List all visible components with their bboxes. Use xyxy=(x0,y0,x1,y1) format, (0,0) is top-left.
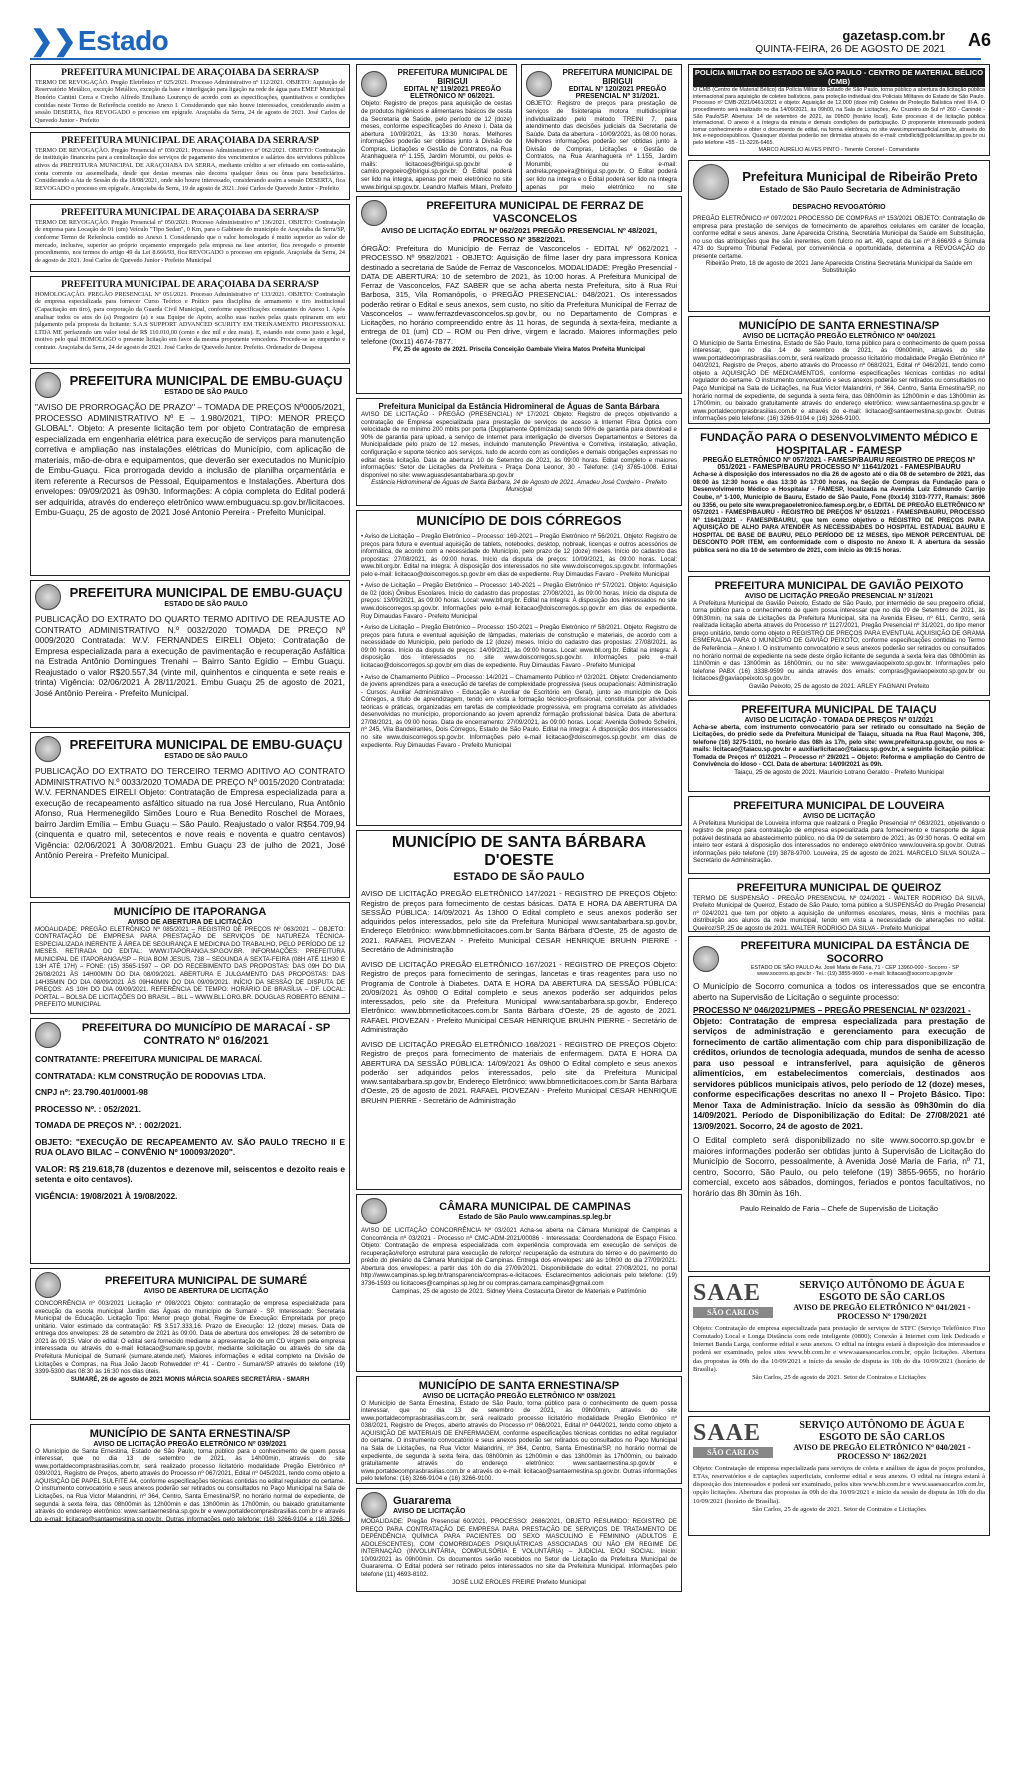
municipal-seal-icon xyxy=(35,372,61,398)
notice-saae-2: SAAE SÃO CARLOS SERVIÇO AUTÔNOMO DE ÁGUA E ESGOTO DE SÃO CARLOS AVISO DE PREGÃO ELETRÔNICO Nº 040/2021 - PROCESSO Nº 1862/2021 Objeto: Contratação de empresa especializada para serviços de coleta e análises de água de poços profundos, ETAs, reservatórios e de captações superficiais, conforme edital e seus anexos. O edital na íntegra estará à disposição dos interessados e poderá ser examinado, pelos sites www.bb.com.br e www.saaesaocarlos.com.br, opção licitações. Abertura das propostas às 09h do dia 10/09/2021 e início da sessão de disputa às 10h do dia 10/09/2021 (horário de Brasília). São Carlos, 25 de agosto de 2021. Setor de Contratos e Licitações xyxy=(688,1416,990,1536)
notice-policia-militar: POLÍCIA MILITAR DO ESTADO DE SÃO PAULO - CENTRO DE MATERIAL BÉLICO (CMB) O CMB (Centro de Material Bélico) da Polícia Militar do Estado de São Paulo, torna público a abertura da licitação pública internacional para aquisição de coletes balísticos, para proteção individual dos Policiais Militares do Estado de São Paulo. Processo nº CMB-2021/0461/2021 e objeto: Aquisição de 12.000 (doze mil) Coletes de Proteção Balística nível III-A. O procedimento será realizado no dia 14/09/2021, às 09h00, na Sala de Licitações, Av. Cruzeiro do Sul nº 260 - Canindé - São Paulo/SP. Abertura: 14 de setembro de 2021, às 09h00 (horário local). Este processo é de licitação pública internacional. O anexo é a íntegra da minuta e demais condições de participação. O proponente interessado poderá tomar conhecimento e obter o documento de edital, na forma eletrônica, no site www.imprensaoficial.com.br, através do link e-negociospublicos. Quaisquer dúvidas poderão ser dirimidas através do e-mail: cmbdlicit@policiamilitar.sp.gov.br ou pelo telefone +55 - 11-3226-6465. MARCO AURÉLIO ALVES PINTO - Tenente Coronel - Comandante xyxy=(688,64,990,156)
notice-santa-ernestina-2: MUNICÍPIO DE SANTA ERNESTINA/SP AVISO DE LICITAÇÃO PREGÃO ELETRÔNICO Nº 038/2021 O Município de Santa Ernestina, Estado de São Paulo, torna público para o conhecimento de quem possa interessar, que no dia 13 de setembro de 2021, às 09h00min, através do site www.portaldecomprasbrasilias.com.br, será realizado processo licitatório modalidade Pregão Eletrônico nº 038/2021, Registro de Preços, aberto através do Processo nº 066/2021, Edital nº 044/2021, tendo como objeto a AQUISIÇÃO DE MATERIAIS DE ENFERMAGEM, conforme especificações técnicas contidas no edital regulador do certame. O instrumento convocatório e seus anexos poderão ser retirados ou consultados no Paço Municipal na Sala de Licitações, na Rua Victor Malandrini, nº 364, Centro, Santa Ernestina/SP, no horário normal de expediente, de segunda à sexta feira, das 08h00min às 12h00min e das 13h00min às 17h00min, ou baixado gratuitamente através do endereço eletrônico: www.santaernestina.sp.gov.br e www.portaldecomprasbrasilias.com.br e através do e-mail: licitacao@santaernestina.sp.gov.br. Outras informações pelo telefone: (16) 3266-9104 e (16) 3266-9100. xyxy=(356,1376,682,1484)
notice-embu-2: PREFEITURA MUNICIPAL DE EMBU-GUAÇU ESTADO DE SÃO PAULO PUBLICAÇÃO DO EXTRATO DO QUARTO TERMO ADITIVO DE REAJUSTE AO CONTRATO ADMINISTRATIVO N.º 0032/2020 TOMADA DE PREÇO Nº 0009/2020 Contratada: W.V. FERNANDES EIRELI Objeto: Contratação de Empresa especializada para a execução de pavimentação e recuperação Asfáltica na Estrada Antônio Domingues Trenahi – Bairro Santo Egídio – Embu Guaçu. Reajustado o valor R$20.557,34 (vinte mil, quinhentos e cinquenta e sete reais e trinta) Vigência: 02/06/2021 À 28/11/2021. Embu Guaçu 25 de agosto de 2021, José Antônio Pereira - Prefeito Municipal. xyxy=(30,580,350,728)
notice-aracoiaba-4: PREFEITURA MUNICIPAL DE ARAÇOIABA DA SERRA/SP HOMOLOGAÇÃO. PREGÃO PRESENCIAL Nº 051/2021. Processo Administrativo nº 133/2021. OBJETO: Contratação de empresa especializada para fornecer Curso Teórico e Prático para disciplina de armamento e tiro institucional (Capacitação em tiro), para corporação da Guarda Civil Municipal, conforme especificações constantes do Anexo I. Após analisar todos os atos do (a) Pregoeiro (a) e sua Equipe de Apoio, acolho suas razões pelas quais opinaram em seu julgamento pela proposta da licitante: S.A.S SUPPORT ADVANCED SCURITY EM TREINAMENTO PROFISSIONAL LTDA ME perfazendo um valor total de R$ 110.010,00 (cento e dez mil e dez reais). E, estando este como justo e legal, motivo pelo qual HOMOLOGO o presente licitação em favor da mesma proponente vencedora. Procede-se ao empenho e contrato. Araçoiaba da Serra, 24 de agosto de 2021. José Carlos de Quevedo Junior. Prefeito. Ordenador de Despesa xyxy=(30,276,350,364)
notice-santa-ernestina-1: MUNICÍPIO DE SANTA ERNESTINA/SP AVISO DE LICITAÇÃO PREGÃO ELETRÔNICO Nº 039/2021 O Município de Santa Ernestina, Estado de São Paulo, torna público para o conhecimento de quem possa interessar, que no dia 13 de setembro de 2021, às 14h00min, através do site www.portaldecomprasbrasilias.com.br, será realizado processo licitatório modalidade Pregão Eletrônico nº 039/2021, Registro de Preços, aberto através do Processo nº 067/2021, Edital nº 045/2021, tendo como objeto a AQUISIÇÃO DE PAPEL SULFITE A4, conforme especificações técnicas contidas no edital regulador do certame. O instrumento convocatório e seus anexos poderão ser retirados ou consultados no Paço Municipal na Sala de Licitações, na Rua Victor Malandrini, nº 364, Centro, Santa Ernestina/SP, no horário normal de expediente, de segunda à sexta feira, das 08h00min às 12h00min e das 13h00min às 17h00min, ou baixado gratuitamente através do endereço eletrônico: www.santaernestina.sp.gov.br e www.portaldecomprasbrasilias.com.br e através do e-mail: licitacao@santaernestina.sp.gov.br. Outras informações pelo telefone: (16) 3266-9104 e (16) 3266- xyxy=(30,1424,350,1522)
saae-logo: SAAE SÃO CARLOS xyxy=(693,1420,773,1458)
page-number: A6 xyxy=(967,30,991,50)
notice-taiacu: PREFEITURA MUNICIPAL DE TAIAÇU AVISO DE LICITAÇÃO - TOMADA DE PREÇOS Nº 01/2021 Acha-se aberta, com instrumento convocatório para ser retirado ou consultado na Seção de Licitações, do prédio sede da Prefeitura Municipal de Taiaçu, situada na Rua Raul Maçone, 306, telefone (16) 3275-1101, no horário das 08h às 17h, pelo site: www.prefeitura.sp.gov.br, ou nos e-mails: licitacao@taiacu.sp.gov.br e auxiliarlicitacao@taiacu.sp.gov.br, a seguinte licitação pública: Tomada de Preços nº 01/2021 – Processo nº 29/2021 – Objeto: Reforma e ampliação do Centro de Convivência do Idoso - CCI. Data de abertura: 14/09/2021 às 09h. Taiaçu, 25 de agosto de 2021. Maurício Lotrano Geraldo - Prefeito Municipal xyxy=(688,700,990,792)
notice-queiroz: PREFEITURA MUNICIPAL DE QUEIROZ TERMO DE SUSPENSÃO - PREGÃO PRESENCIAL Nº 024/2021 - WALTER RODRIGO DA SILVA, Prefeito Municipal de Queiroz, Estado de São Paulo, torna público a SUSPENSÃO do Pregão Presencial nº 024/2021 que tem por objeto a aquisição de uniformes escolares, meias, tênis e mochilas para distribuição aos alunos da rede municipal, tendo em vista a necessidade de alterações no edital. Queiroz/SP, 25 de agosto de 2021. WALTER RODRIGO DA SILVA - Prefeito Municipal xyxy=(688,878,990,932)
section-title: ❯❯Estado xyxy=(30,25,169,56)
arrows-icon: ❯❯ xyxy=(30,25,76,56)
notice-maracai: PREFEITURA DO MUNICÍPIO DE MARACAÍ - SP CONTRATO Nº 016/2021 CONTRATANTE: PREFEITURA MUNICIPAL DE MARACAÍ. CONTRATADA: KLM CONSTRUÇÃO DE RODOVIAS LTDA. CNPJ nº: 23.790.401/0001-98 PROCESSO Nº. : 052/2021. TOMADA DE PREÇOS Nº. : 002/2021. OBJETO: "EXECUÇÃO DE RECAPEAMENTO AV. SÃO PAULO TRECHO II E RUA OLAVO BILAC – CONVÊNIO Nº 100093/2020". VALOR: R$ 219.618,78 (duzentos e dezenove mil, seiscentos e dezoito reais e setenta e oito centavos). VIGÊNCIA: 19/08/2021 À 19/08/2022. xyxy=(30,1018,350,1264)
municipal-seal-icon xyxy=(361,1492,387,1518)
notice-ribeirao-preto: Prefeitura Municipal de Ribeirão Preto Estado de São Paulo Secretaria de Administração DESPACHO REVOGATÓRIO PREGÃO ELETRÔNICO nº 097/2021 PROCESSO DE COMPRAS nº 153/2021 OBJETO: Contratação de empresa para prestação de serviços de fornecimento de aparelhos celulares em caráter de locação, conforme edital e seus anexos. Jane Aparecida Cristina, Secretária Municipal da Saúde em Substituição, no uso das atribuições que lhe são inerentes, com fulcro no art. 49, caput da Lei nº 8.666/93 e Súmula 473 do Supremo Tribunal Federal, por conveniência e oportunidade, determina a REVOGAÇÃO do presente certame. Ribeirão Preto, 18 de agosto de 2021 Jane Aparecida Cristina Secretária Municipal da Saúde em Substituição xyxy=(688,160,990,312)
notice-dois-corregos: MUNICÍPIO DE DOIS CÓRREGOS • Aviso de Licitação – Pregão Eletrônico – Processo: 169-2021 – Pregão Eletrônico nº 56/2021. Objeto: Registro de preços para futura e eventual aquisição de tablets, notebooks, desktop, nobreak, licenças e outros acessórios de informática, de acordo com a necessidade do Município, pelo prazo de 12 (doze) meses. Início do cadastro das propostas: 27/08/2021, às 09:00 horas. Início da disputa de preços: 10/09/2021, às 09:00 horas. Local: www.bll.org.br. Edital na íntegra: À disposição dos interessados no site www.doiscorregos.sp.gov.br. Informações pelo e-mail: licitacao@doiscorregos.sp.gov.br em dias de expediente. Ruy Dimaudas Favaro - Prefeito Municipal • Aviso de Licitação – Pregão Eletrônico – Processo: 140-2021 – Pregão Eletrônico nº 57/2021. Objeto: Aquisição de 02 (dois) Ônibus Escolares. Início do cadastro das propostas: 27/08/2021, às 09:00 horas. Início da disputa de preços: 13/09/2021, às 09:00 horas. Local: www.bll.org.br. Edital na íntegra: À disposição dos interessados no site www.doiscorregos.sp.gov.br. Informações pelo e-mail licitacao@doiscorregos.sp.gov.br em dias de expediente. Ruy Dimaudas Favaro - Prefeito Municipal • Aviso de Licitação – Pregão Eletrônico – Processo: 150-2021 – Pregão Eletrônico nº 58/2021. Objeto: Registro de preços para futura e eventual aquisição de lâmpadas, materiais de construção e materiais, de acordo com a necessidade do Município, pelo período de 12 (doze) meses. Início do cadastro das propostas: 27/08/2021, às 09:00 horas. Início da disputa de preços: 14/09/2021, às 09:00 horas. Local: www.bll.org.br. Edital na íntegra: À disposição dos interessados no site www.doiscorregos.sp.gov.br. Informações pelo e-mail licitacao@doiscorregos.sp.gov.br em dias de expediente. Ruy Dimaudas Favaro - Prefeito Municipal • Aviso de Chamamento Público – Processo: 14/2021 – Chamamento Público nº 02/2021. Objeto: Credenciamento de jovens aprendizes para a execução de tarefas de complexidade progressiva (seus ocupacionais: Administração - Cursos: Auxiliar Administrativo - Educação e Auxiliar de Escritório em Geral), junto ao município de Dois Córregos, a título de aprendizagem, tendo em vista a formação técnico-profissional, constituída por atividades teóricas e práticas, organizadas em tarefas de complexidade progressiva, em programa correlato às atividades desenvolvidas no município, proporcionando ao jovem aprendiz formação profissional básica. Data de abertura: 27/08/2021, às 09:00 horas. Data de encerramento: 27/09/2021, às 09:00 horas. Local: Avenida Gofredo Schelini, nº 245, Vila Bandeirantes, Dois Córregos, Estado de São Paulo. Edital na íntegra: À disposição dos interessados no site www.doiscorregos.sp.gov.br. Informações pelo e-mail licitacao@doiscorregos.sp.gov.br em dias de expediente. Ruy Dimaudas Favaro - Prefeito Municipal xyxy=(356,510,682,826)
notice-embu-3: PREFEITURA MUNICIPAL DE EMBU-GUAÇU ESTADO DE SÃO PAULO PUBLICAÇÃO DO EXTRATO DO TERCEIRO TERMO ADITIVO AO CONTRATO ADMINISTRATIVO N.º 0033/2020 TOMADA DE PREÇO Nº 0015/2020 Contratada: W.V. FERNANDES EIRELI Objeto: Contratação de Empresa especializada para a execução de recapeamento asfáltico situado na rua José Herculano, Rua Antônio Afonso, Rua Hermenegildo Simões Louro e Rua Benedito Roschel de Moraes, bairro Jardim Emília – Embu Guaçu – São Paulo. Reajustado o valor R$54.709,94 (cinquenta e quatro mil, setecentos e nove reais e noventa e quatro centavos) Vigência: 02/06/2021 À 30/08/2021. Embu Guaçu 23 de julho de 2021, José Antônio Pereira - Prefeito Municipal. xyxy=(30,732,350,898)
notice-socorro: PREFEITURA MUNICIPAL DA ESTÂNCIA DE SOCORRO ESTADO DE SÃO PAULO Av. José Maria de Faria, 71 - CEP 13960-000 - Socorro - SP www.socorro.sp.gov.br - Tel.: (19) 3855-9600 - e-mail: licitacao@socorro.sp.gov.br O Município de Socorro comunica a todos os interessados que se encontra aberto na Supervisão de Licitação o seguinte processo: PROCESSO Nº 046/2021/PMES – PREGÃO PRESENCIAL Nº 023/2021 - Objeto: Contratação de empresa especializada para prestação de serviços de administração e gerenciamento para execução de fornecimento de cartão alimentação com chip para disponibilização de créditos, oriundos de tecnologia adequada, mundos de senha de acesso para uso pessoal e intransferível, para aquisição de gêneros alimentícios, em estabelecimentos comerciais, destinados aos servidores públicos municipais ativos, pelo período de 12 (doze) meses, conforme especificações descritas no anexo II – Projeto Básico. Tipo: Menor Taxa de Administração. Início da sessão às 09h30min do dia 14/09/2021. Período de Disponibilização do Edital: De 27/08/2021 até 13/09/2021. Socorro, 24 de agosto de 2021. O Edital completo será disponibilizado no site www.socorro.sp.gov.br e maiores informações poderão ser obtidas junto à Supervisão de Licitação do Município de Socorro, pessoalmente, à Avenida José Maria de Faria, nº 71, centro, Socorro, São Paulo, ou pelo telefone (19) 3855-9655, no horário comercial, exceto aos sábados, domingos, feriados e pontos facultativos, no horário das 8h 30min às 16h. Paulo Reinaldo de Faria – Chefe de Supervisão de Licitação xyxy=(688,936,990,1272)
notice-camara-campinas: CÂMARA MUNICIPAL DE CAMPINAS Estado de São Paulo www.campinas.sp.leg.br AVISO DE LICITAÇÃO CONCORRÊNCIA Nº 03/2021 Acha-se aberta na Câmara Municipal de Campinas a Concorrência nº 03/2021 - Processo nº CMC-ADM-2021/00086 - Interessada: Coordenadoria de Espaço Físico. Objeto: Contratação de empresa especializada com experiência comprovada em execução de serviços de recuperação/reforço estrutural para execução de reforço/ recuperação da estrutura do térreo e do pavimento do prédio do plenário da Câmara Municipal de Campinas. Entrega dos envelopes: até às 10h00 do dia 27/09/2021. Abertura dos envelopes: a partir das 10h do dia 27/09/2021. Disponibilidade do edital: 27/08/2021, no portal http://www.campinas.sp.leg.br/transparencia/compras-e-licitacoes. Esclarecimentos adicionais pelo telefone: (19) 3736-1593 ou licitacoes@campinas.sp.leg.br ou compras.camara.campinas@gmail.com Campinas, 25 de agosto de 2021. Sidney Vieira Costacurta Diretor de Materiais e Patrimônio xyxy=(356,1194,682,1372)
column-1 xyxy=(30,64,350,1526)
notice-birigui-2: PREFEITURA MUNICIPAL DE BIRIGUI EDITAL Nº 120/2021 PREGÃO PRESENCIAL Nº 31/2021. OBJETO: Registro de preços para prestação de serviços de fisioterapia motora multidisciplinar individualizado pelo método TREINI 7, para atendimento das decisões judiciais da Secretaria de Saúde. Data da abertura - 10/09/2021, às 08:00 horas. Melhores informações poderão ser obtidas junto à Divisão de Compras, Licitações e Gestão de Contratos, na Rua Aranhaguera nº 1.155, Jardim Morumbi, ou e-mail: andrela.pregoeira@birigui.sp.gov.br. O Edital poderá ser lido na íntegra e o Edital poderá ser lido na íntegra apenas por meio eletrônico no site xyxy=(521,64,682,192)
notice-birigui-1: PREFEITURA MUNICIPAL DE BIRIGUI EDITAL Nº 119/2021 PREGÃO ELETRÔNICO Nº 06/2021. Objeto: Registro de preços para aquisição de cestas de produtos higiênicos e alimentares básicos de cesta da Secretaria de Saúde, pelo período de 12 (doze) meses, conforme especificações do Anexo I. Data da abertura 10/09/2021, às 13:30 horas. Melhores informações poderão ser obtidas junto à Divisão de Compras, Licitações e Gestão de Contratos, na Rua Aranhaguera nº 1.155, Jardim Morumbi, ou pelos e-mails: licitacoes@birigui.sp.gov.br e camilo.pregoeiro@birigui.sp.gov.br. O Edital poderá ser lido na íntegra, apenas por meio eletrônico no site www.birigui.sp.gov.br. Leandro Maffeis Milani, Prefeito xyxy=(356,64,517,192)
notice-saae-1: SAAE SÃO CARLOS SERVIÇO AUTÔNOMO DE ÁGUA E ESGOTO DE SÃO CARLOS AVISO DE PREGÃO ELETRÔNICO Nº 041/2021 - PROCESSO Nº 1790/2021 Objeto: Contratação de empresa especializada para prestação de serviços de STFC (Serviço Telefônico Fixo Comutado) Local e Longa Distância com rede inteligente (0800); Conexão à Internet com link Dedicado e Internet Banda Larga, conforme edital e seus anexos. O edital na íntegra estará à disposição dos interessados e poderá ser examinado, pelos sites www.bb.com.br e www.saaesaocarlos.com.br, opção licitações. Abertura das propostas às 09h do dia 10/09/2021 e início da sessão de disputa às 10h do dia 10/09/2021 (horário de Brasília). São Carlos, 25 de agosto de 2021. Setor de Contratos e Licitações xyxy=(688,1276,990,1412)
dateline: QUINTA-FEIRA, 26 DE AGOSTO DE 2021 xyxy=(755,44,945,55)
notice-famesp: FUNDAÇÃO PARA O DESENVOLVIMENTO MÉDICO E HOSPITALAR - FAMESP PREGÃO ELETRÔNICO Nº 057/2021 - FAMESP/BAURU REGISTRO DE PREÇOS Nº 051/2021 - FAMESP/BAURU PROCESSO Nº 11641/2021 - FAMESP/BAURU Acha-se à disposição dos interessados no dia 26 de agosto até o dia 08 de setembro de 2021, das 08:00 às 12:30 horas e das 13:30 às 17:00 horas, na Seção de Compras da Fundação para o Desenvolvimento Médico e Hospitalar - FAMESP, localizada na Avenida Luiz Edmundo Carrijo Coube, nº 1-100, Município de Bauru, Estado de São Paulo, Fone (0xx14) 3103-7777, Ramais: 3606 ou 3356, ou pelo site www.pregaoeletronico.famesp.org.br, o EDITAL DE PREGÃO ELETRÔNICO Nº 057/2021 - FAMESP/BAURU - REGISTRO DE PREÇOS Nº 051/2021 - FAMESP/BAURU, PROCESSO Nº 11641/2021 - FAMESP/BAURU, que tem como objetivo o REGISTRO DE PREÇOS PARA AQUISIÇÃO DE ALHO PARA ATENDER AS NECESSIDADES DO HOSPITAL ESTADUAL BAURU E HOSPITAL DE BASE DE BAURU, PELO PERÍODO DE 12 MESES, tipo MENOR PERCENTUAL DE DESCONTO POR ITEM, em conformidade com o disposto no Anexo II. A abertura da sessão pública será no dia 10 de setembro de 2021, com início às 09:15 horas. xyxy=(688,428,990,572)
notice-santa-barbara-doeste: MUNICÍPIO DE SANTA BÁRBARA D'OESTE ESTADO DE SÃO PAULO AVISO DE LICITAÇÃO PREGÃO ELETRÔNICO 147/2021 - REGISTRO DE PREÇOS Objeto: Registro de preços para fornecimento de cestas básicas. DATA E HORA DA ABERTURA DA SESSÃO PÚBLICA: 14/09/2021 Às 13h00 O Edital completo e seus anexos poderão ser adquiridos pelos interessados, pelo site da Prefeitura Municipal www.santabarbara.sp.gov.br, Endereço Eletrônico: www.bbmnetlicitacoes.com.br Santa Bárbara d'Oeste, 25 de agosto de 2021. RAFAEL PIOVEZAN - Prefeito Municipal CESAR HENRIQUE BRUHN PIERRE - Secretário de Administração AVISO DE LICITAÇÃO PREGÃO ELETRÔNICO 167/2021 - REGISTRO DE PREÇOS Objeto: Registro de preços para fornecimento de seringas, lancetas e tiras reagentes para uso no Programa de Controle à Diabetes. DATA E HORA DA ABERTURA DA SESSÃO PÚBLICA: 20/09/2021 Às 09h00 O Edital completo e seus anexos poderão ser adquiridos pelos interessados, pelo site da Prefeitura Municipal www.santabarbara.sp.gov.br, Endereço Eletrônico: www.bbmnetlicitacoes.com.br Santa Bárbara d'Oeste, 25 de agosto de 2021. RAFAEL PIOVEZAN - Prefeito Municipal CESAR HENRIQUE BRUHN PIERRE - Secretário de Administração AVISO DE LICITAÇÃO PREGÃO ELETRÔNICO 168/2021 - REGISTRO DE PREÇOS Objeto: Registro de preços para fornecimento de materiais de enfermagem. DATA E HORA DA ABERTURA DA SESSÃO PÚBLICA: 14/09/2021 Às 09h00 O Edital completo e seus anexos poderão ser adquiridos pelos interessados, pelo site da Prefeitura Municipal www.santabarbara.sp.gov.br, Endereço Eletrônico: www.bbmnetlicitacoes.com.br Santa Bárbara d'Oeste, 25 de agosto de 2021. RAFAEL PIOVEZAN - Prefeito Municipal CESAR HENRIQUE BRUHN PIERRE - Secretário de Administração xyxy=(356,830,682,1190)
notice-sumare: PREFEITURA MUNICIPAL DE SUMARÉ AVISO DE ABERTURA DE LICITAÇÃO CONCORRÊNCIA nº 003/2021 Licitação nº 098/2021 Objeto: contratação de empresa especializada para execução da escola municipal Jardim das Águas do município de Sumaré - SP. Interessado: Secretaria Municipal de Educação. Licitação Tipo: Menor preço global. Regime de Execução: Empreitada por preço unitário. Valor estimado da contratação: R$ 3.517.333,16. Prazo de Execução: 12 (doze) meses. Data de entrega dos envelopes: 28 de setembro de 2021 às 09:00. Data de abertura dos envelopes: 28 de setembro de 2021 às 09:15. Valor do edital: O edital será fornecido mediante a apresentação de um CD virgem pela empresa interessada ou através do e-mail licitacao@sumare.sp.gov.br, mediante solicitação ou através do site da Prefeitura Municipal de Sumaré (sumare.atende.net). Maiores informações e edital completo na Divisão de Licitações e Compras, na Rua João Jacob Rohwedder nº 41 - Centro - Sumaré/SP através do telefone (19) 3399-5300 das 08:30 às 16:30 nos dias úteis. SUMARÉ, 26 de agosto de 2021 MONIS MÁRCIA SOARES SECRETÁRIA - SMARH xyxy=(30,1268,350,1420)
municipal-seal-icon xyxy=(361,200,387,226)
notice-aracoiaba-2: PREFEITURA MUNICIPAL DE ARAÇOIABA DA SERRA/SP TERMO DE REVOGAÇÃO. Pregão Presencial nº 030/2021. Processo Administrativo nº 062/2021. OBJETO: Contratação de instituição financeira para a centralização dos serviços de pagamento dos vencimentos e salários dos servidores públicos ativos da PREFEITURA MUNICIPAL DE ARAÇOIABA DA SERRA, mediante crédito a ser efetuado em conta-salário, conta corrente ou assemelhada, desde que destas mesmas não decorra qualquer ônus ou ônus para beneficiários. Considerando a Ata de Sessão do dia 18/08/2021, onde não houve interessado, considerando assim a sessão DESERTA, fica REVOGADO o processo em epígrafe. Araçoiaba da Serra, 19 de agosto de 2021. José Carlos de Quevedo Junior - Prefeito xyxy=(30,132,350,200)
municipal-seal-icon xyxy=(35,1272,61,1298)
notice-aracoiaba-3: PREFEITURA MUNICIPAL DE ARAÇOIABA DA SERRA/SP TERMO DE REVOGAÇÃO. Pregão Presencial nº 050/2021. Processo Administrativo nº 136/2021. OBJETO: Contratação de empresa para Locação de 01 (um) Veículo "Tipo Sedan", 0 Km, para o Gabinete do município de Araçoiaba da Serra/SP, conforme Termo de Referência contido no Anexo I. Considerando que o valor homologado é muito superior ao valor de mercado, inclusive, superior ao próprio orçamento empregado pela empresa na fase anterior, fica revogado o presente procedimento, nos termos do artigo 49 da Lei 8.666/93, fica REVOGADO o processo em epígrafe. Araçoiaba da Serra, 24 de agosto de 2021. José Carlos de Quevedo Junior - Prefeito Municipal xyxy=(30,204,350,272)
notice-embu-1: PREFEITURA MUNICIPAL DE EMBU-GUAÇU ESTADO DE SÃO PAULO "AVISO DE PRORROGAÇÃO DE PRAZO" – TOMADA DE PREÇOS Nº0005/2021, PROCESSO ADMINISTRATIVO Nº E – 1.980/2021, TIPO: MENOR PREÇO GLOBAL". Objeto: A presente licitação tem por objeto Contratação de empresa especializada em engenharia elétrica para execução de serviços para manutenção corretiva e ampliação nas instalações elétricas do Município, com aplicação de materiais, mão-de-obra e equipamentos, que deverão ser executados no Município de Embu-Guaçu. Fica prorrogada devido a inclusão de planilha orçamentária e item referente a Recursos de Pessoal, Equipamentos e Instalações. Abertura dos envelopes: 09/09/2021 às 09h30. Informações: A cópia completa do Edital poderá ser adquirida, através do endereço eletrônico www.embuguacu.sp.gov.br/licitacoes. Embu-Guaçu, 25 de agosto de 2021 José Antonio Pereira - Prefeito Municipal. xyxy=(30,368,350,576)
column-2 xyxy=(356,64,682,1596)
notice-santa-ernestina-3: MUNICÍPIO DE SANTA ERNESTINA/SP AVISO DE LICITAÇÃO PREGÃO ELETRÔNICO Nº 040/2021 O Município de Santa Ernestina, Estado de São Paulo, torna público para o conhecimento de quem possa interessar, que no dia 14 de setembro de 2021, às 09h00min, através do site www.portaldecomprasbrasilias.com.br, será realizado processo licitatório modalidade Pregão Eletrônico nº 040/2021, Registro de Preços, aberto através do Processo nº 068/2021, Edital nº 046/2021, tendo como objeto a AQUISIÇÃO DE MEDICAMENTOS, conforme especificações técnicas contidas no edital regulador do certame. O instrumento convocatório e seus anexos poderão ser retirados ou consultados no Paço Municipal na Sala de Licitações, na Rua Victor Malandrini, nº 364, Centro, Santa Ernestina/SP, no horário normal de expediente, de segunda à sexta feira, das 08h00min às 12h00min e das 13h00min às 17h00min, ou baixado gratuitamente através do endereço eletrônico: www.santaernestina.sp.gov.br e www.portaldecomprasbrasilias.com.br e através do e-mail: licitacao@santaernestina.sp.gov.br. Outras informações pelo telefone: (16) 3266-9104 e (16) 3266-9100. xyxy=(688,316,990,424)
page-header xyxy=(0,0,1011,56)
notice-aracoiaba-1: PREFEITURA MUNICIPAL DE ARAÇOIABA DA SERRA/SP TERMO DE REVOGAÇÃO. Pregão Eletrônico nº 025/2021. Processo Administrativo nº 112/2021. OBJETO: Aquisição de Reservatório Metálico, exceção Metálico, exceção da base e interligação para ligação na rede de água para EMEF Municipal Honório Cantini Cerca e Crecho Alfredo Emiliano Lourenço de acordo com as especificações, quantitativos e condições contidas neste Termo de Referência contido no Anexo I. Considerando que não houve interessados, considerando assim a sessão DESERTA, fica REVOGADO o processo em epígrafe. Araçoiaba da Serra, 24 de agosto de 2021. José Carlos de Quevedo Junior - Prefeito xyxy=(30,64,350,128)
municipal-seal-icon xyxy=(361,71,387,97)
notice-guararema: Guararema AVISO DE LICITAÇÃO MODALIDADE: Pregão Presencial 60/2021, PROCESSO: 2686/2021, OBJETO RESUMIDO: REGISTRO DE PREÇO PARA CONTRATAÇÃO DE EMPRESA PARA PRESTAÇÃO DE SERVIÇOS DE TRATAMENTO DE DEPENDÊNCIA QUÍMICA PARA PACIENTES DO SEXO MASCULINO E FEMININO (ADULTOS E ADOLESCENTES), COM COMORBIDADES PSIQUIÁTRICAS ASSOCIADAS OU NÃO EM REGIME DE INTERNAÇÃO (INVOLUNTÁRIA, COMPULSÓRIA E VOLUNTÁRIA) – JUDICIAL E/OU SOCIAL. Início: 10/09/2021 às 09h00min. Os documentos serão recebidos no Setor de Licitação da Prefeitura Municipal de Guararema. O Edital poderá ser retirado pelos interessados no site da Prefeitura Municipal. Informações pelo telefone (11) 4693-8102. JOSÉ LUIZ EROLES FREIRE Prefeito Municipal xyxy=(356,1488,682,1592)
notice-ferraz: PREFEITURA MUNICIPAL DE FERRAZ DE VASCONCELOS AVISO DE LICITAÇÃO EDITAL Nº 062/2021 PREGÃO PRESENCIAL Nº 48/2021, PROCESSO Nº 3582/2021. ÓRGÃO: Prefeitura do Município de Ferraz de Vasconcelos - EDITAL Nº 062/2021 - PROCESSO Nº 9582/2021 - OBJETO: Aquisição de filme laser dry para impressora Konica destinado a secretaria de Saúde de Ferraz de Vasconcelos. MODALIDADE: Pregão Presencial - DATA DE ABERTURA: 10 de setembro de 2021, às 10:00 horas. A Prefeitura Municipal de Ferraz de Vasconcelos, FAZ SABER que se acha aberta nesta Prefeitura, sito à Rua Rui Barbosa, 315, Vila Romanópolis, o PREGÃO PRESENCIAL: 048/2021. Os interessados poderão retirar o Edital e seus anexos, sem custo, no sítio da Prefeitura Municipal de Ferraz de Vasconcelos – www.ferrazdevasconcelos.sp.gov.br, ou no Departamento de Compras e Licitações, no horário compreendido entre às 11 horas, de segunda à sexta-feira, mediante a entrega de 01 (um) CD – ROM ou Pen drive, virgem e lacrado. Maiores informações pelo telefone (0xx11) 4674-7877. FV, 25 de agosto de 2021. Priscila Conceição Gambale Vieira Matos Prefeita Municipal xyxy=(356,196,682,394)
column-3 xyxy=(688,64,990,1540)
municipal-seal-icon xyxy=(35,736,61,762)
municipal-seal-icon xyxy=(35,584,61,610)
municipal-seal-icon xyxy=(693,164,729,200)
notice-gaviao-peixoto: PREFEITURA MUNICIPAL DE GAVIÃO PEIXOTO AVISO DE LICITAÇÃO PREGÃO PRESENCIAL Nº 31/2021 A Prefeitura Municipal de Gavião Peixoto, Estado de São Paulo, por intermédio de seu pregoeiro oficial, torna público para o conhecimento de quem possa interessar que no dia 09 de Setembro de 2021, às 09h30min, na sala de Licitações da Prefeitura Municipal, sita na Avenida Eliseu, nº 611, Centro, será realizada licitação aberta através do Processo nº 1127/2021, Pregão Presencial nº 31/2021, do tipo menor preço unitário, tendo como objeto o REGISTRO DE PREÇOS PARA EVENTUAL AQUISIÇÃO DE GRAMA ESMERALDA PARA O MUNICÍPIO DE GAVIÃO PEIXOTO, conforme especificações contidas no Termo de Referência – Anexo I. O instrumento convocatório e seus anexos poderão ser retirados ou consultados no horário normal de expediente na sede deste órgão licitante de segunda à sexta feira das 08h00min às 11h00min e das 13h00min às 16h00min, ou no site: www.gaviaopeixoto.sp.gov.br. Informações pelo telefone PABX (16) 3338-9599 ou ainda através dos emails: compras@gaviaopeixoto.sp.gov.br ou licitacoes@gaviaopeixoto.sp.gov.br. Gavião Peixoto, 25 de agosto de 2021. ARLEY FAGNANI Prefeito xyxy=(688,576,990,696)
notice-itaporanga: MUNICÍPIO DE ITAPORANGA AVISO DE ABERTURA DE LICITAÇÃO MODALIDADE: PREGÃO ELETRÔNICO Nº 085/2021 – REGISTRO DE PREÇOS Nº 063/2021 – OBJETO: CONTRATAÇÃO DE EMPRESA PARA PRESTAÇÃO DE SERVIÇOS DE NATUREZA TÉCNICA-ESPECIALIZADA INERENTE À ÁREA DE SEGURANÇA E MEDICINA DO TRABALHO, PELO PERÍODO DE 12 MESES. RETIRADA DO EDITAL: WWW.ITAPORANGA.SP.GOV.BR. INFORMAÇÕES: PREFEITURA MUNICIPAL DE ITAPORANGA/SP – RUA BOM JESUS, 738 – SEGUNDA A SEXTA-FEIRA (08H ATÉ 11H30 E 13H ATÉ 17H) – FONE: (15) 3565-1597 – OP. DO RECEBIMENTO DAS PROPOSTAS: DAS 09H DO DIA 26/08/2021 ÀS 14H00MIN DO DIA 08/09/2021. ABERTURA E JULGAMENTO DAS PROPOSTAS: DAS 14H35MIN DO DIA 08/09/2021 ÀS 09H40MIN DO DIA 09/09/2021. INÍCIO DA SESSÃO DE DISPUTA DE PREÇOS: AS 10H DO DIA 09/09/2021. REFERÊNCIA DE TEMPO: HORÁRIO DE BRASÍLIA – DF. LOCAL: PORTAL – BOLSA DE LICITAÇÕES DO BRASIL – BLL – WWW.BLL.ORG.BR. DOUGLAS ROBERTO BENINI – PREFEITO MUNICIPAL xyxy=(30,902,350,1014)
municipal-seal-icon xyxy=(693,946,719,972)
notice-aguas-santa-barbara: Prefeitura Municipal da Estância Hidromineral de Águas de Santa Bárbara AVISO DE LICITAÇÃO - PREGÃO (PRESENCIAL) Nº 17/2021 Objeto: Registro de preços objetivando a contratação de Empresa especializada para prestação de serviços de acesso à Internet Fibra Óptica com velocidade de no mínimo 200 mbits por porta (Dupplamente Optimizada) sendo 90% de garantia para download e 90% de garantia para upload, a serviço de Internet para interligação de diversos Departamentos e Setores da Municipalidade pelo prazo de 12 meses, incluindo manutenção Preventiva e Corretiva, instalação, ativação, configuração e suporte técnico aos serviços, tudo de acordo com as condições e demais obrigações expressas no edital desta licitação. Data de abertura: 10 de Setembro de 2021, às 09:00 horas. Edital completo e maiores informações: Setor de Licitações da Prefeitura - Praça Dona Leonor, 30 - Telefone: (14) 3765-1008. Edital disponível no site: www.aguasdesantabarbara.sp.gov.br Estância Hidromineral de Águas de Santa Bárbara, 24 de Agosto de 2021. Amadeu José Cordeiro - Prefeito Municipal xyxy=(356,398,682,506)
site-url[interactable]: gazetasp.com.br xyxy=(842,28,945,43)
camara-seal-icon xyxy=(361,1198,387,1224)
notice-louveira: PREFEITURA MUNICIPAL DE LOUVEIRA AVISO DE LICITAÇÃO A Prefeitura Municipal de Louveira informa que realizará o Pregão Presencial nº 063/2021, objetivando o registro de preço para contratação de empresa especializada para fornecimento e transporte de água potável destinada ao abastecimento público, no dia 09 de setembro de 2021, às 09:30 horas. O edital em inteiro teor estará à disposição dos interessados no endereço eletrônico www.louveira.sp.gov.br. Outras informações pelo telefone (19) 3878-9700. Louveira, 25 de agosto de 2021. MARCELO SILVA SOUZA – Secretário de Administração. xyxy=(688,796,990,874)
saae-logo: SAAE SÃO CARLOS xyxy=(693,1280,773,1318)
header-rule xyxy=(30,58,981,60)
municipal-seal-icon xyxy=(526,71,552,97)
municipal-seal-icon xyxy=(35,1022,61,1048)
